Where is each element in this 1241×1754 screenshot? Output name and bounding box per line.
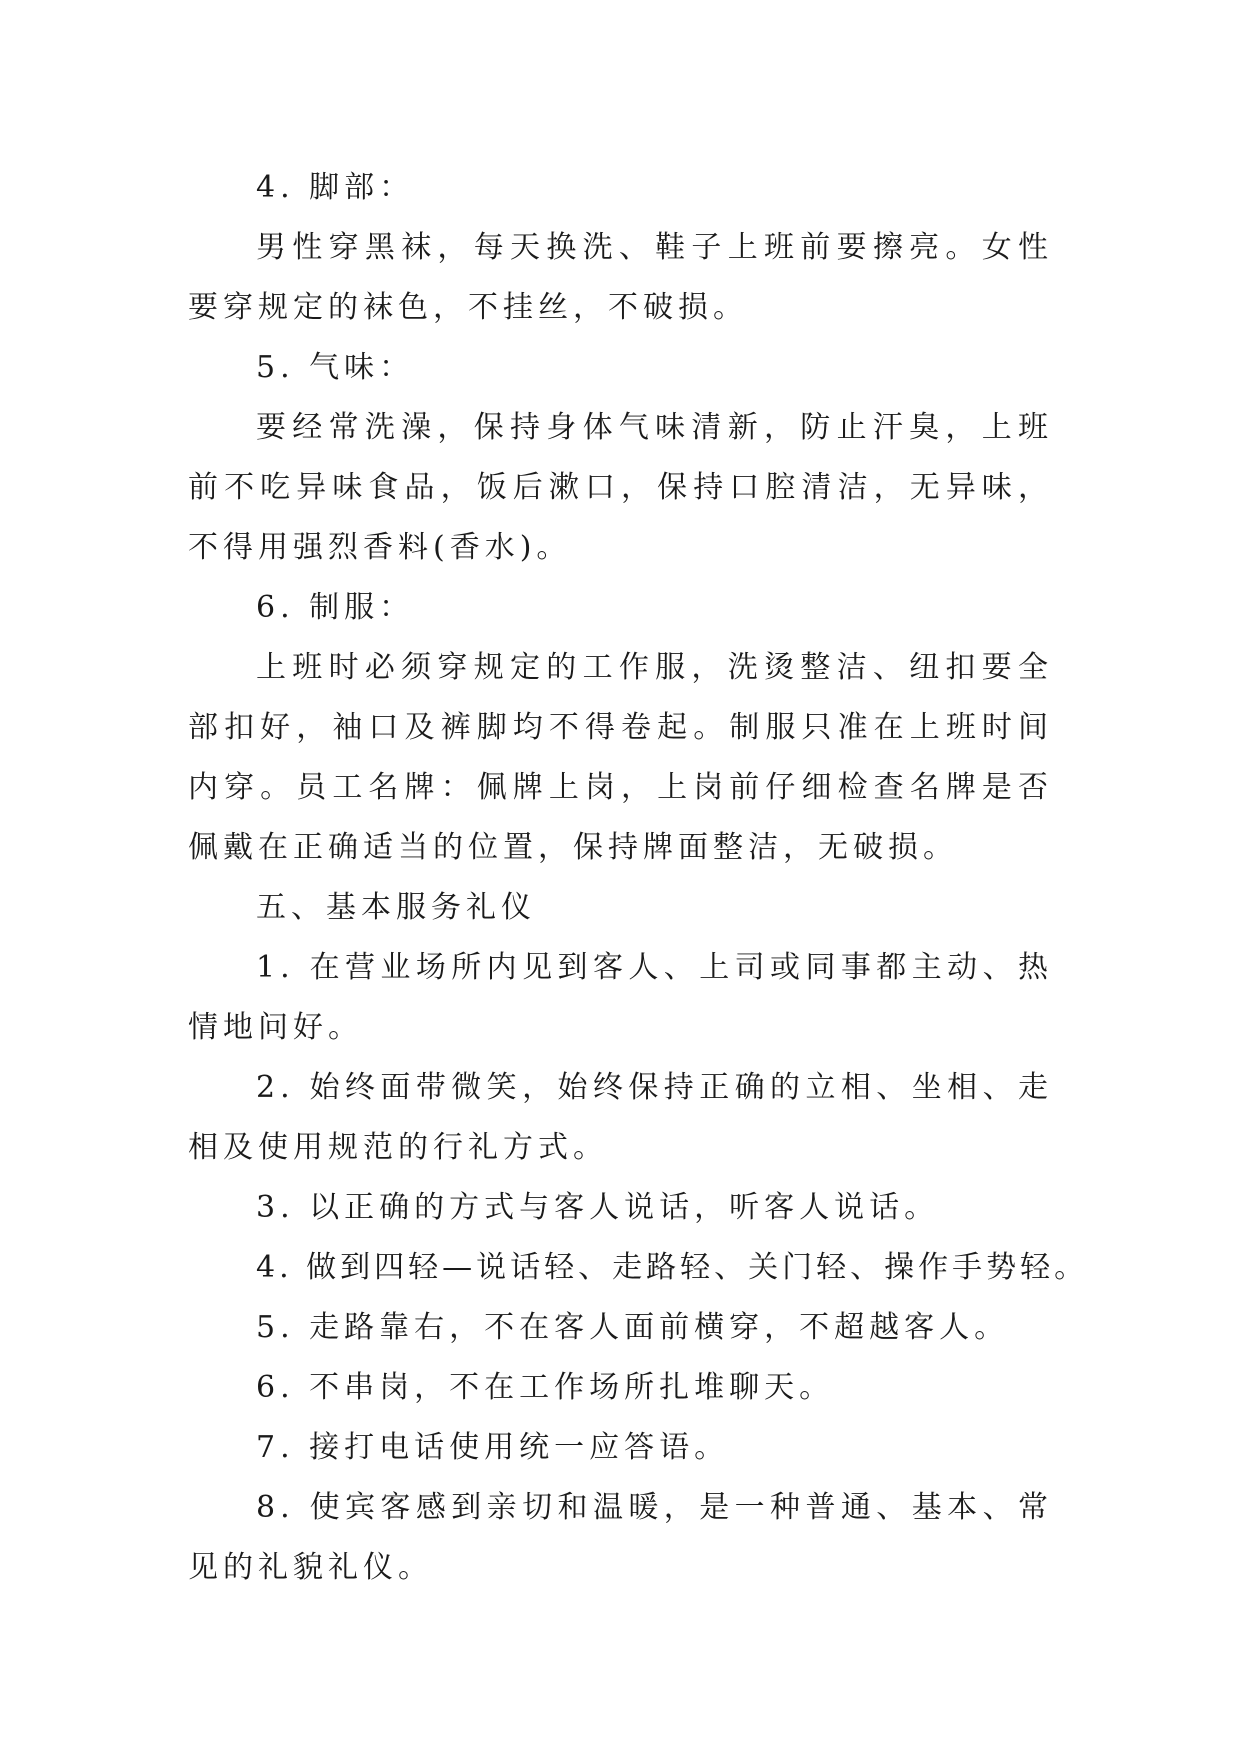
paragraph-uniform: 上班时必须穿规定的工作服，洗烫整洁、纽扣要全部扣好，袖口及裤脚均不得卷起。制服只准在上班时间内穿。员工名牌：佩牌上岗，上岗前仔细检查名牌是否佩戴在正确适当的位置，保持牌面整洁，无破损。 — [188, 650, 1053, 865]
list-item: 6. 不串岗，不在工作场所扎堆聊天。 — [256, 1370, 835, 1405]
list-item: 1. 在营业场所内见到客人、上司或同事都主动、热情地问好。 — [188, 950, 1053, 1045]
list-item: 5. 走路靠右，不在客人面前横穿，不超越客人。 — [256, 1310, 1010, 1345]
list-item: 7. 接打电话使用统一应答语。 — [256, 1430, 730, 1465]
list-item: 4. 做到四轻—说话轻、走路轻、关门轻、操作手势轻。 — [256, 1250, 1089, 1285]
list-item: 2. 始终面带微笑，始终保持正确的立相、坐相、走相及使用规范的行礼方式。 — [188, 1070, 1053, 1165]
section-heading-feet: 4. 脚部： — [256, 170, 415, 205]
list-item: 3. 以正确的方式与客人说话，听客人说话。 — [256, 1190, 940, 1225]
section-heading-odor: 5. 气味： — [256, 350, 415, 385]
paragraph-feet: 男性穿黑袜，每天换洗、鞋子上班前要擦亮。女性要穿规定的袜色，不挂丝，不破损。 — [188, 230, 1053, 325]
document-body — [188, 158, 1089, 1598]
section-heading-service-etiquette: 五、基本服务礼仪 — [256, 890, 536, 925]
list-item: 8. 使宾客感到亲切和温暖，是一种普通、基本、常见的礼貌礼仪。 — [188, 1490, 1053, 1585]
section-heading-uniform: 6. 制服： — [256, 590, 415, 625]
paragraph-odor: 要经常洗澡，保持身体气味清新，防止汗臭，上班前不吃异味食品，饭后漱口，保持口腔清洁，无异味，不得用强烈香料(香水)。 — [188, 410, 1053, 565]
